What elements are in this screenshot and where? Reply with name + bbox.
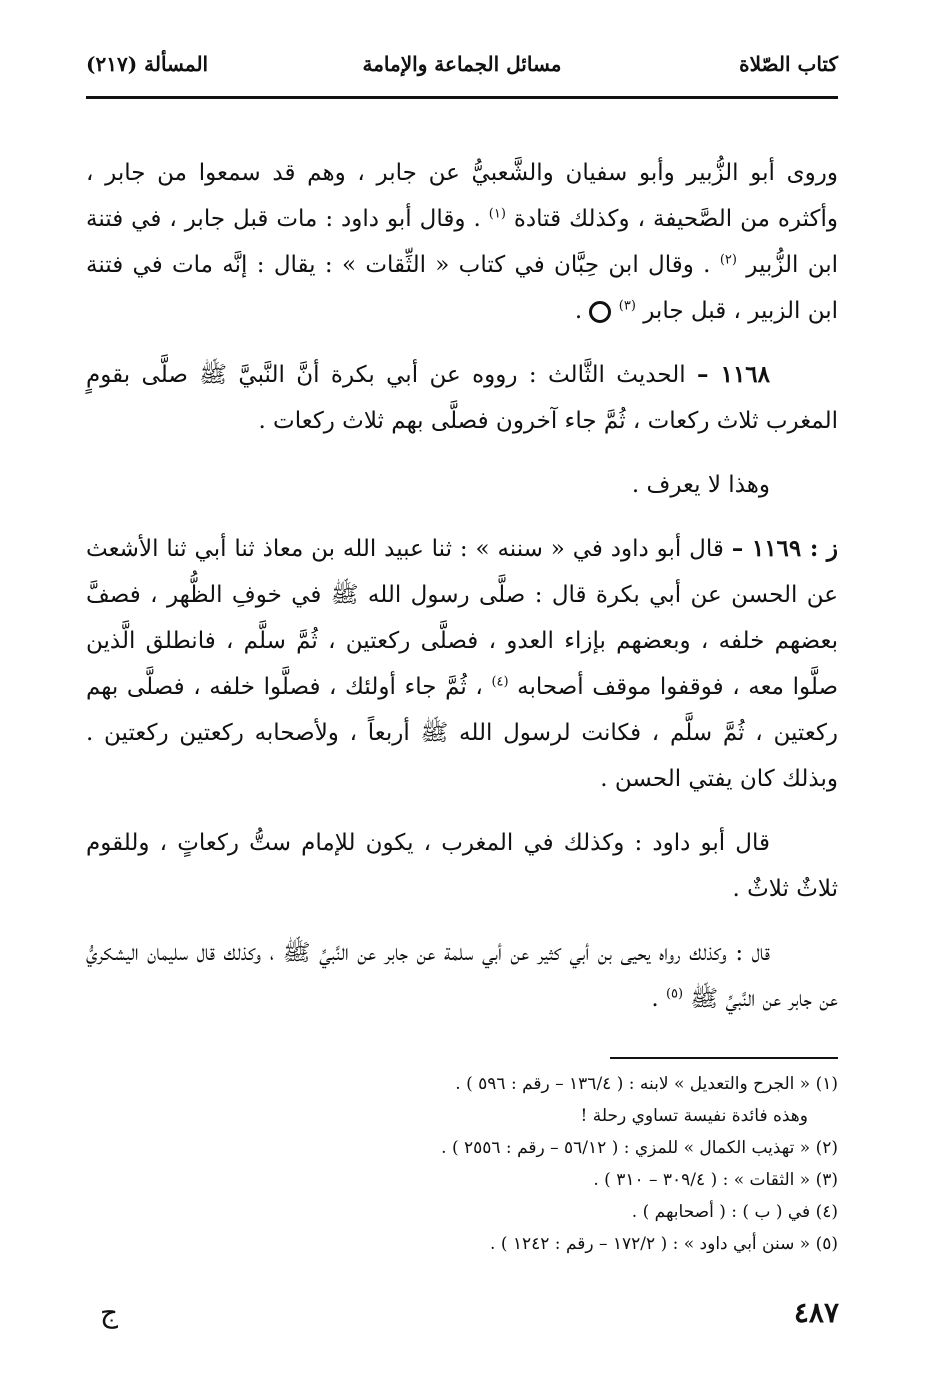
header-chapter-title: مسائل الجماعة والإمامة [362,52,562,76]
header-rule [86,96,838,99]
hadith-number-1169: ز : ١١٦٩ – [731,535,838,562]
paragraph-hadith-1168: ١١٦٨ – الحديث الثَّالث : رووه عن أبي بكرة أنَّ النَّبيَّ ﷺ صلَّى بقومٍ المغرب ثلاث ركعات ، ثُمَّ جاء آخرون فصلَّى بهم ثلاث ركعات . [86,361,838,434]
footnote-ref-4: (٤) [491,674,509,690]
running-header [86,44,838,84]
footnote-4: (٤) في ( ب ) : ( أصحابهم ) . [631,1202,838,1222]
hadith-number-1168: ١١٦٨ – [697,361,771,388]
header-book-title: كتاب الصّلاة [739,52,838,76]
paragraph-qala: قال : وكذلك رواه يحيى بن أبي كثير عن أبي سلمة عن جابر عن النَّبيِّ ﷺ ، وكذلك قال سليمان اليشكريُّ عن جابر عن النَّبيِّ ﷺ $^{(٥)}$ . [86,940,838,1012]
signature-mark: ج [100,1296,119,1329]
footnote-3: (٣) « الثقات » : ( ٣٠٩/٤ – ٣١٠ ) . [593,1170,838,1190]
end-circle-icon [589,301,611,323]
paragraph-abu-dawud: قال أبو داود : وكذلك في المغرب ، يكون للإمام ستُّ ركعاتٍ ، وللقوم ثلاثٌ ثلاثٌ . [86,830,838,902]
footnote-ref-3: (٣) [618,298,636,314]
paragraph-1: وروى أبو الزُّبير وأبو سفيان والشَّعبيُّ عن جابر ، وهم قد سمعوا من جابر ، وأكثره من الصَّحيفة ، وكذلك قتادة $^{(١)}$ . وقال أبو داود : مات قبل جابر ، في فتنة ابن الزُّبير $^{(٢)}$ . وقال ابن حِبَّان في كتاب « الثِّقات » : يقال : إنَّه مات في فتنة ابن الزبير ، قبل جابر $^{(٣)}$ . [86,160,839,324]
footnote-ref-1: (١) [488,206,506,222]
footnote-1: (١) « الجرح والتعديل » لابنه : ( ١٣٦/٤ – رقم : ٥٩٦ ) . [455,1074,838,1094]
footnote-rule [610,1057,838,1059]
main-text [86,150,838,1040]
paragraph-hadith-1169: ز : ١١٦٩ – قال أبو داود في « سننه » : ثنا عبيد الله بن معاذ ثنا أبي ثنا الأشعث عن الحسن عن أبي بكرة قال : صلَّى رسول الله ﷺ في خوفِ الظُّهر ، فصفَّ بعضهم خلفه ، وبعضهم بإزاء العدو ، فصلَّى ركعتين ، ثُمَّ سلَّم ، فانطلق الَّذين صلَّوا معه ، فوقفوا موقف أصحابه $^{(٤)}$ ، ثُمَّ جاء أولئك ، فصلَّوا خلفه ، فصلَّى بهم ركعتين ، ثُمَّ سلَّم ، فكانت لرسول الله ﷺ أربعاً ، ولأصحابه ركعتين ركعتين . وبذلك كان يفتي الحسن . [86,535,839,792]
page-number: ٤٨٧ [793,1296,839,1329]
footnote-ref-2: (٢) [719,252,737,268]
footnote-1-continued: وهذه فائدة نفيسة تساوي رحلة ! [580,1106,808,1126]
header-issue-number: المسألة (٢١٧) [86,52,209,76]
footnote-5: (٥) « سنن أبي داود » : ( ١٧٢/٢ – رقم : ١٢٤٢ ) . [490,1234,838,1254]
paragraph-note: وهذا لا يعرف . [631,472,770,498]
footnote-ref-5: (٥) [665,986,684,1002]
footnotes [86,1068,838,1260]
footnote-2: (٢) « تهذيب الكمال » للمزي : ( ٥٦/١٢ – رقم : ٢٥٥٦ ) . [441,1138,838,1158]
